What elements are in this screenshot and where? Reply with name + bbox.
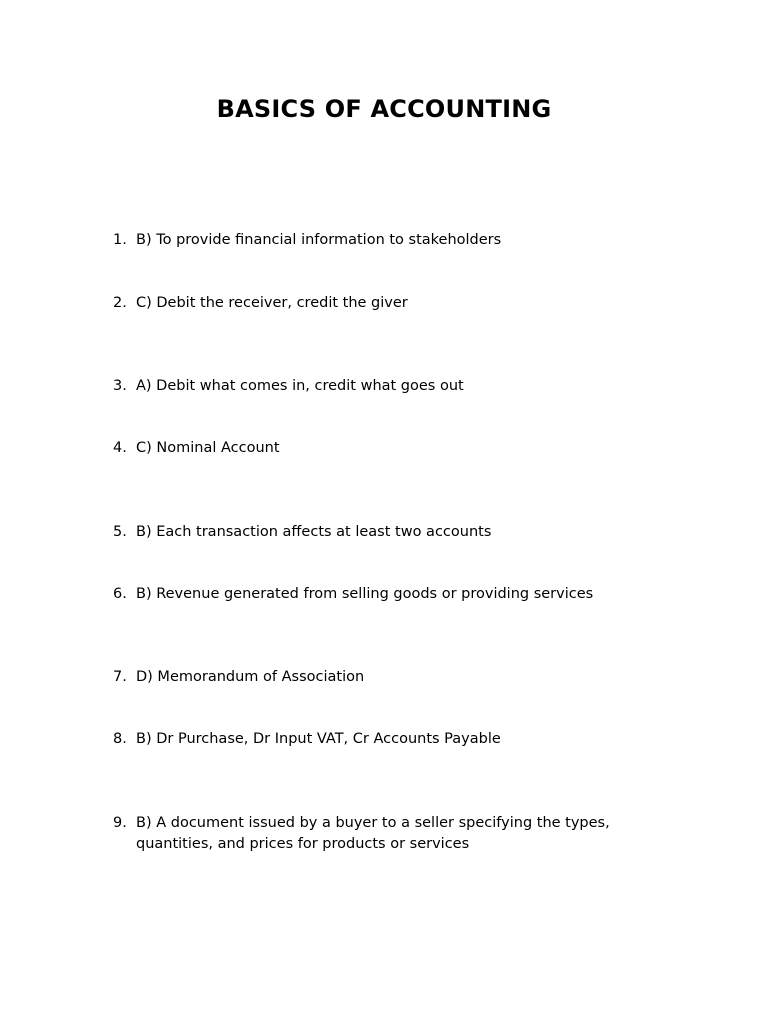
- answer-text: A) Debit what comes in, credit what goes out: [136, 378, 464, 394]
- answer-number: 7.: [113, 669, 127, 685]
- answer-text: C) Nominal Account: [136, 440, 280, 456]
- answer-number: 6.: [113, 586, 127, 602]
- answer-number: 1.: [113, 232, 127, 248]
- answer-text: B) Revenue generated from selling goods or providing services: [136, 586, 594, 602]
- answer-item-3: [113, 376, 673, 397]
- answer-number: 2.: [113, 295, 127, 311]
- answer-item-2: [113, 293, 673, 314]
- answer-item-8: [113, 729, 673, 750]
- answer-item-9: [113, 813, 673, 855]
- answer-item-1: [113, 230, 673, 251]
- answer-item-7: [113, 667, 673, 688]
- answer-number: 3.: [113, 378, 127, 394]
- answer-text: C) Debit the receiver, credit the giver: [136, 295, 408, 311]
- answer-text: B) A document issued by a buyer to a seller specifying the types, quantities, and prices for products or services: [136, 815, 610, 852]
- answer-item-4: [113, 438, 673, 459]
- answer-number: 4.: [113, 440, 127, 456]
- answer-number: 8.: [113, 731, 127, 747]
- answer-number: 5.: [113, 524, 127, 540]
- answer-text: D) Memorandum of Association: [136, 669, 365, 685]
- answer-item-6: [113, 584, 673, 605]
- answer-number: 9.: [113, 815, 127, 831]
- answer-text: B) Dr Purchase, Dr Input VAT, Cr Accounts Payable: [136, 731, 501, 747]
- page-title: BASICS OF ACCOUNTING: [216, 95, 552, 123]
- answer-item-5: [113, 522, 673, 543]
- answer-text: B) Each transaction affects at least two accounts: [136, 524, 492, 540]
- answer-text: B) To provide financial information to stakeholders: [136, 232, 502, 248]
